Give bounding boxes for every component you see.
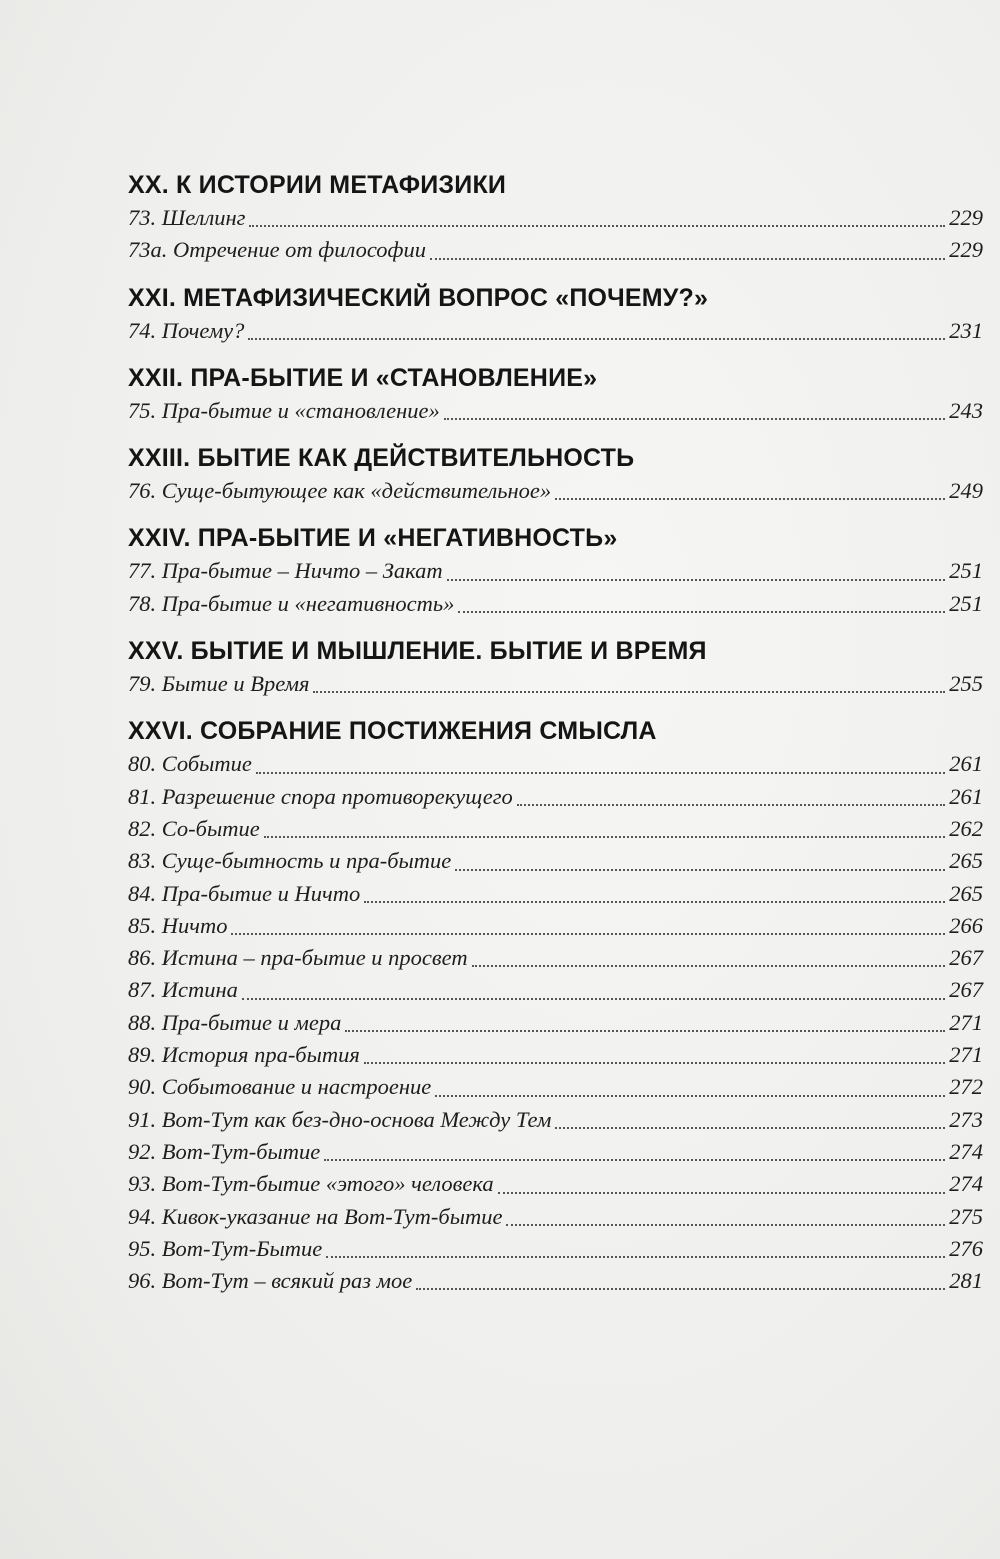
page-number: 271: [949, 1042, 983, 1068]
entry-title: 78. Пра-бытие и «негативность»: [128, 590, 455, 616]
entry-title: 85. Ничто: [128, 912, 228, 938]
toc-entry: [128, 813, 983, 845]
page-number: 266: [949, 912, 983, 938]
entry-title: 90. Событование и настроение: [128, 1074, 432, 1100]
page-number: 231: [949, 317, 983, 343]
entry-title: 80. Событие: [128, 751, 252, 777]
toc-section: [128, 168, 983, 267]
section-heading: XXV. БЫТИЕ И МЫШЛЕНИЕ. БЫТИЕ И ВРЕМЯ: [128, 637, 707, 666]
dot-leader: [416, 1288, 945, 1290]
page-number: 267: [949, 977, 983, 1003]
page-number: 261: [949, 783, 983, 809]
dot-leader: [326, 1256, 945, 1258]
dot-leader: [455, 869, 945, 871]
entry-title: 95. Вот-Тут-Бытие: [128, 1235, 323, 1261]
entry-title: 91. Вот-Тут как без-дно-основа Между Тем: [128, 1106, 552, 1132]
toc-entry: [128, 942, 983, 974]
toc-entry: [128, 1104, 983, 1136]
page-number: 229: [949, 237, 983, 263]
toc-entry: [128, 910, 983, 942]
page-number: 273: [949, 1106, 983, 1132]
page-number: 243: [949, 397, 983, 423]
toc-entry: [128, 748, 983, 780]
dot-leader: [458, 611, 945, 613]
dot-leader: [264, 836, 946, 838]
toc-entry: [128, 475, 983, 507]
entry-title: 79. Бытие и Время: [128, 671, 310, 697]
toc-entry: [128, 395, 983, 427]
toc-entry: [128, 1007, 983, 1039]
dot-leader: [435, 1095, 945, 1097]
page-number: 251: [949, 590, 983, 616]
entry-title: 76. Суще-бытующее как «действительное»: [128, 478, 552, 504]
toc-section: [128, 714, 983, 1297]
dot-leader: [444, 418, 946, 420]
dot-leader: [313, 691, 945, 693]
toc-entry: [128, 234, 983, 266]
entry-title: 92. Вот-Тут-бытие: [128, 1138, 321, 1164]
page-number: 262: [949, 815, 983, 841]
section-heading: XXIV. ПРА-БЫТИЕ И «НЕГАТИВНОСТЬ»: [128, 524, 618, 553]
dot-leader: [324, 1159, 945, 1161]
toc-section: [128, 281, 983, 347]
dot-leader: [555, 1127, 945, 1129]
toc-entry: [128, 1265, 983, 1297]
page-number: 271: [949, 1009, 983, 1035]
entry-title: 81. Разрешение спора противорекущего: [128, 783, 513, 809]
entry-title: 86. Истина – пра-бытие и просвет: [128, 945, 468, 971]
page-number: 276: [949, 1235, 983, 1261]
section-heading: XXI. МЕТАФИЗИЧЕСКИЙ ВОПРОС «ПОЧЕМУ?»: [128, 283, 709, 312]
entry-title: 88. Пра-бытие и мера: [128, 1009, 342, 1035]
toc-entry: [128, 588, 983, 620]
entry-title: 87. Истина: [128, 977, 238, 1003]
page-number: 274: [949, 1171, 983, 1197]
toc-entry: [128, 1233, 983, 1265]
section-heading: XX. К ИСТОРИИ МЕТАФИЗИКИ: [128, 171, 507, 199]
toc-entry: [128, 202, 983, 234]
page-number: 229: [949, 205, 983, 230]
dot-leader: [517, 804, 945, 806]
page-number: 265: [949, 880, 983, 906]
page-number: 249: [949, 478, 983, 504]
toc-section: [128, 521, 983, 620]
entry-title: 93. Вот-Тут-бытие «этого» человека: [128, 1171, 494, 1197]
page-number: 261: [949, 751, 983, 777]
toc-entry: [128, 1168, 983, 1200]
entry-title: 75. Пра-бытие и «становление»: [128, 397, 440, 423]
entry-title: 84. Пра-бытие и Ничто: [128, 880, 361, 906]
toc-entry: [128, 315, 983, 347]
toc-entry: [128, 1201, 983, 1233]
entry-title: 83. Суще-бытность и пра-бытие: [128, 848, 452, 874]
toc-entry: [128, 1136, 983, 1168]
page-number: 274: [949, 1138, 983, 1164]
dot-leader: [472, 965, 946, 967]
entry-title: 82. Со-бытие: [128, 815, 260, 841]
toc-entry: [128, 781, 983, 813]
page-number: 265: [949, 848, 983, 874]
page-number: 275: [949, 1203, 983, 1229]
toc-entry: [128, 555, 983, 587]
dot-leader: [430, 258, 945, 260]
entry-title: 89. История пра-бытия: [128, 1042, 360, 1068]
dot-leader: [364, 1062, 945, 1064]
entry-title: 74. Почему?: [128, 317, 245, 343]
toc-entry: [128, 878, 983, 910]
dot-leader: [498, 1192, 946, 1194]
section-heading: XXVI. СОБРАНИЕ ПОСТИЖЕНИЯ СМЫСЛА: [128, 717, 657, 746]
toc-section: [128, 634, 983, 700]
entry-title: 73а. Отречение от философии: [128, 237, 427, 263]
dot-leader: [249, 225, 945, 227]
page-number: 281: [949, 1268, 983, 1294]
page-number: 272: [949, 1074, 983, 1100]
page-number: 267: [949, 945, 983, 971]
entry-title: 96. Вот-Тут – всякий раз мое: [128, 1268, 413, 1294]
dot-leader: [506, 1224, 945, 1226]
toc-entry: [128, 974, 983, 1006]
dot-leader: [242, 998, 945, 1000]
section-heading: XXIII. БЫТИЕ КАК ДЕЙСТВИТЕЛЬНОСТЬ: [128, 444, 635, 473]
page-number: 251: [949, 558, 983, 584]
dot-leader: [256, 772, 945, 774]
toc-section: [128, 361, 983, 427]
toc-entry: [128, 1071, 983, 1103]
entry-title: 94. Кивок-указание на Вот-Тут-бытие: [128, 1203, 503, 1229]
toc-entry: [128, 845, 983, 877]
page-number: 255: [949, 671, 983, 697]
dot-leader: [447, 579, 946, 581]
dot-leader: [248, 338, 945, 340]
table-of-contents: [128, 168, 983, 1311]
section-heading: XXII. ПРА-БЫТИЕ И «СТАНОВЛЕНИЕ»: [128, 363, 598, 392]
toc-entry: [128, 668, 983, 700]
entry-title: 77. Пра-бытие – Ничто – Закат: [128, 558, 443, 584]
dot-leader: [345, 1030, 945, 1032]
dot-leader: [364, 901, 945, 903]
entry-title: 73. Шеллинг: [128, 205, 246, 230]
dot-leader: [555, 498, 945, 500]
toc-section: [128, 441, 983, 507]
toc-entry: [128, 1039, 983, 1071]
dot-leader: [231, 933, 945, 935]
